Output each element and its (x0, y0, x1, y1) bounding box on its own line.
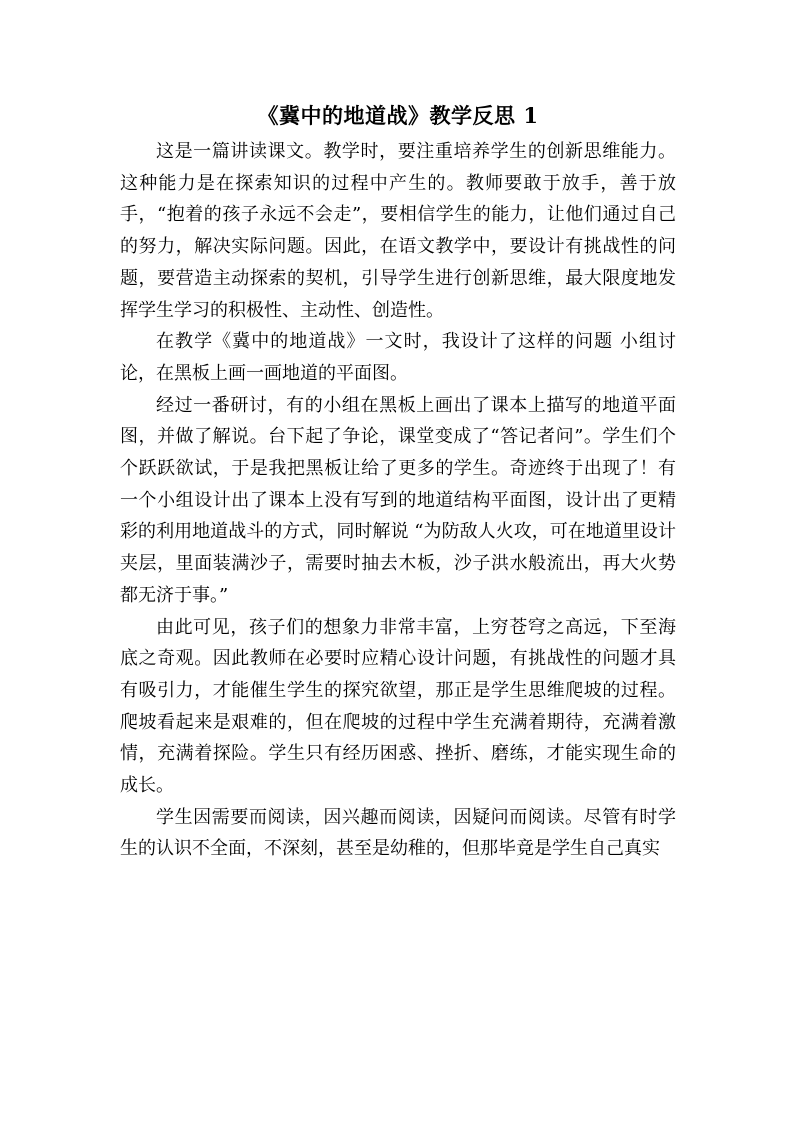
document-body (120, 136, 676, 865)
document-page (120, 96, 676, 865)
paragraph-3: 经过一番研讨，有的小组在黑板上画出了课本上描写的地道平面图，并做了解说。台下起了争论，课堂变成了“答记者问”。学生们个个跃跃欲试，于是我把黑板让给了更多的学生。奇迹终于出现了！有一个小组设计出了课本上没有写到的地道结构平面图，设计出了更精彩的利用地道战斗的方式，同时解说 “为防敌人火攻，可在地道里设计夹层，里面装满沙子，需要时抽去木板，沙子洪水般流出，再大火势都无济于事。” (120, 394, 676, 606)
paragraph-2: 在教学《冀中的地道战》一文时，我设计了这样的问题 小组讨论，在黑板上画一画地道的平面图。 (120, 331, 676, 384)
document-title: 《冀中的地道战》教学反思 1 (257, 103, 539, 128)
paragraph-4: 由此可见，孩子们的想象力非常丰富，上穷苍穹之高远，下至海底之奇观。因此教师在必要时应精心设计问题，有挑战性的问题才具有吸引力，才能催生学生的探究欲望，那正是学生思维爬坡的过程。爬坡看起来是艰难的，但在爬坡的过程中学生充满着期待，充满着激情，充满着探险。学生只有经历困惑、挫折、磨练，才能实现生命的成长。 (120, 616, 676, 797)
paragraph-5: 学生因需要而阅读，因兴趣而阅读，因疑问而阅读。尽管有时学生的认识不全面，不深刻，甚至是幼稚的，但那毕竟是学生自己真实 (120, 806, 676, 860)
paragraph-1: 这是一篇讲读课文。教学时，要注重培养学生的创新思维能力。这种能力是在探索知识的过程中产生的。教师要敢于放手，善于放手，“抱着的孩子永远不会走”，要相信学生的能力，让他们通过自己的努力，解决实际问题。因此，在语文教学中，要设计有挑战性的问题，要营造主动探索的契机，引导学生进行创新思维，最大限度地发挥学生学习的积极性、主动性、创造性。 (120, 141, 676, 321)
